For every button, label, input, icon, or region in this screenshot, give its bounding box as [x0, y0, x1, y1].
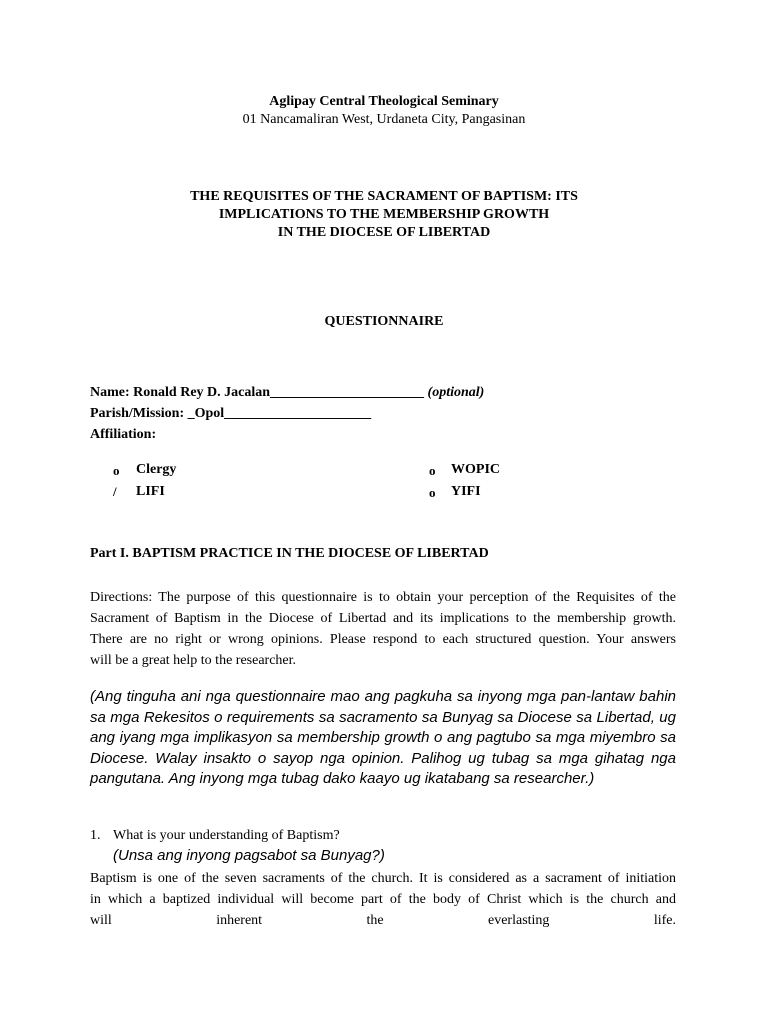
name-field-label: Name: Ronald Rey D. Jacalan______________________	[90, 385, 425, 400]
answer-line: will inherent the everlasting life.	[90, 913, 676, 928]
affiliation-label: Affiliation:	[90, 427, 157, 442]
name-field	[90, 385, 484, 401]
lifi-marker[interactable]: /	[113, 484, 117, 499]
title-line-3: IN THE DIOCESE OF LIBERTAD	[277, 225, 491, 240]
wopic-option: WOPIC	[451, 462, 500, 477]
question-1-cebuano: (Unsa ang inyong pagsabot sa Bunyag?)	[113, 847, 385, 864]
directions-cebuano-paragraph	[90, 687, 676, 790]
question-1-text: What is your understanding of Baptism?	[113, 828, 340, 843]
name-optional-note: (optional)	[427, 385, 485, 400]
question-1-answer[interactable]	[90, 868, 676, 931]
directions-line: will be a great help to the researcher.	[90, 653, 297, 668]
title-line-2: IMPLICATIONS TO THE MEMBERSHIP GROWTH	[218, 207, 550, 222]
clergy-option: Clergy	[136, 462, 177, 477]
wopic-marker[interactable]: o	[429, 463, 436, 478]
part1-heading: Part I. BAPTISM PRACTICE IN THE DIOCESE OF LIBERTAD	[90, 546, 489, 561]
question-1-number: 1.	[90, 828, 101, 843]
institution-name: Aglipay Central Theological Seminary	[269, 94, 499, 109]
directions-cebuano-line: sa mga Rekesitos o requirements sa sacramento sa Bunyag sa Diocese sa Libertad, ug	[90, 708, 676, 726]
institution-address: 01 Nancamaliran West, Urdaneta City, Pangasinan	[242, 112, 526, 127]
yifi-option: YIFI	[451, 484, 481, 499]
answer-line: Baptism is one of the seven sacraments of the church. It is considered as a sacrament of initiation	[90, 871, 676, 886]
clergy-marker[interactable]: o	[113, 463, 120, 478]
directions-cebuano-line: pangutana. Ang inyong mga tubag dako kaayo ug ikatabang sa researcher.)	[90, 770, 595, 787]
directions-cebuano-line: ang iyang mga implikasyon sa membership growth o ang pagtubo sa mga miyembro sa	[90, 729, 676, 746]
title-line-1: THE REQUISITES OF THE SACRAMENT OF BAPTISM: ITS	[190, 189, 578, 204]
directions-cebuano-line: (Ang tinguha ani nga questionnaire mao ang pagkuha sa inyong mga pan-lantaw bahin	[90, 688, 676, 705]
questionnaire-heading: QUESTIONNAIRE	[324, 314, 444, 329]
directions-line: Sacrament of Baptism in the Diocese of Libertad and its implications to the membership growth.	[90, 611, 676, 626]
lifi-option: LIFI	[136, 484, 165, 499]
parish-field: Parish/Mission: _Opol_____________________	[90, 406, 372, 421]
directions-paragraph	[90, 587, 676, 671]
directions-cebuano-line: Diocese. Walay insakto o sayop nga opinion. Palihog ug tubag sa mga gihatag nga	[90, 749, 676, 767]
answer-line: in which a baptized individual will become part of the body of Christ which is the church and	[90, 892, 676, 907]
directions-line: There are no right or wrong opinions. Please respond to each structured question. Your answers	[90, 632, 676, 647]
directions-line: Directions: The purpose of this questionnaire is to obtain your perception of the Requisites of the	[90, 590, 676, 605]
yifi-marker[interactable]: o	[429, 485, 436, 500]
